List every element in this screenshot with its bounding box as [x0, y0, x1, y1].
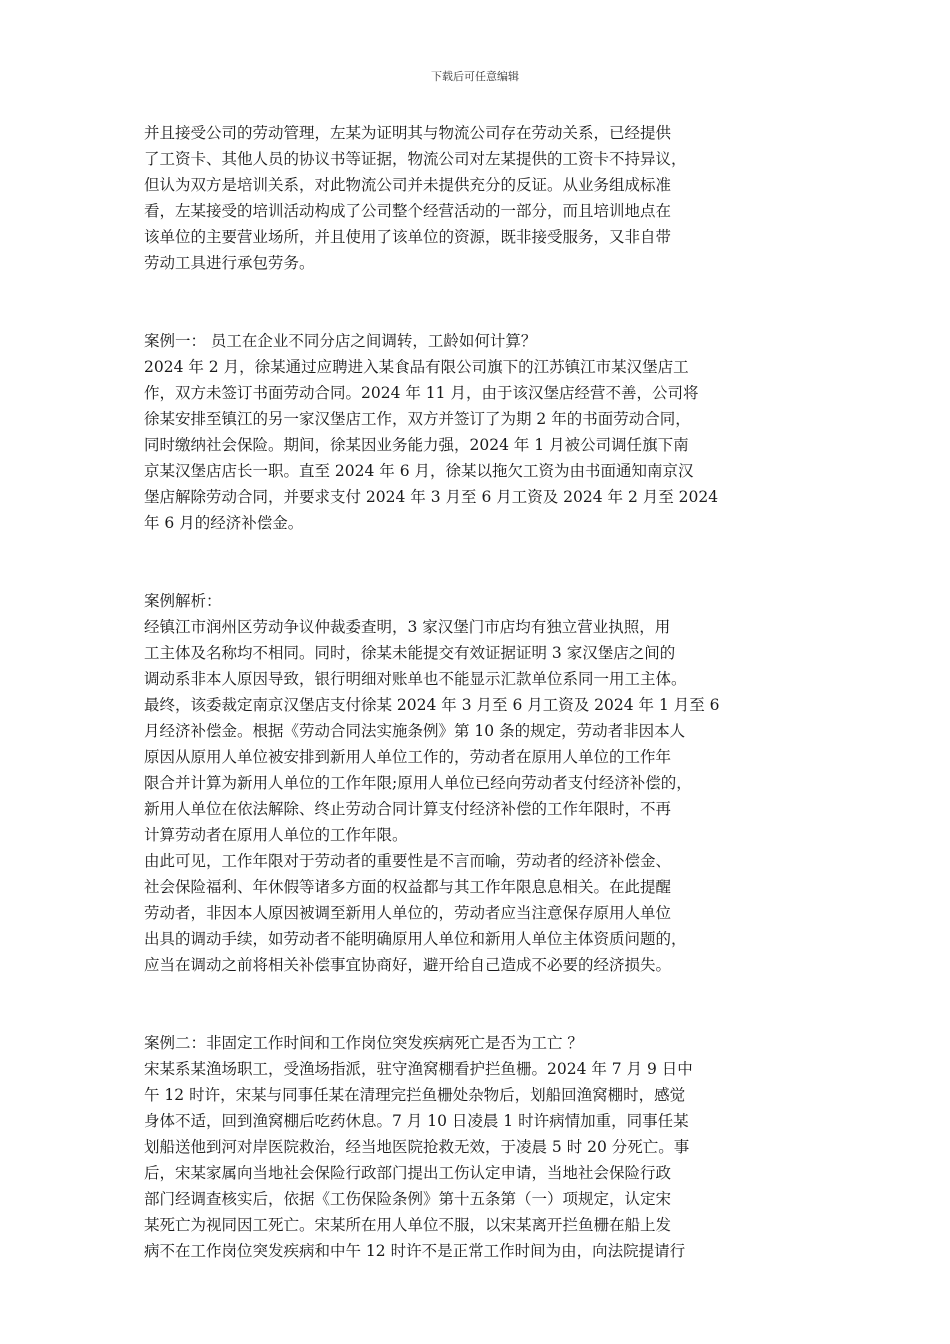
- paragraph-block-0: [144, 120, 816, 276]
- text-line: 调动系非本人原因导致，银行明细对账单也不能显示汇款单位系同一用工主体。: [144, 670, 687, 688]
- text-line: 应当在调动之前将相关补偿事宜协商好，避开给自己造成不必要的经济损失。: [144, 956, 672, 974]
- block-gap: [144, 978, 816, 1030]
- text-line: 原因从原用人单位被安排到新用人单位工作的，劳动者在原用人单位的工作年: [144, 748, 672, 766]
- text-line: 劳动者，非因本人原因被调至新用人单位的，劳动者应当注意保存原用人单位: [144, 904, 672, 922]
- case-two-block: [144, 1030, 816, 1264]
- text-line: 徐某安排至镇江的另一家汉堡店工作，双方并签订了为期 2 年的书面劳动合同，: [144, 410, 691, 428]
- text-line: 经镇江市润州区劳动争议仲裁委查明，3 家汉堡门市店均有独立营业执照，用: [144, 618, 671, 636]
- text-line: 该单位的主要营业场所，并且使用了该单位的资源，既非接受服务，又非自带: [144, 228, 672, 246]
- text-line: 身体不适，回到渔窝棚后吃药休息。7 月 10 日凌晨 1 时许病情加重，同事任某: [144, 1112, 689, 1130]
- text-line: 新用人单位在依法解除、终止劳动合同计算支付经济补偿的工作年限时，不再: [144, 800, 672, 818]
- text-line: 部门经调查核实后，依据《工伤保险条例》第十五条第（一）项规定，认定宋: [144, 1190, 672, 1208]
- text-line: 堡店解除劳动合同，并要求支付 2024 年 3 月至 6 月工资及 2024 年 2 月至 2024: [144, 488, 719, 506]
- text-line: 宋某系某渔场职工，受渔场指派，驻守渔窝棚看护拦鱼栅。2024 年 7 月 9 日中: [144, 1060, 693, 1078]
- text-line: 病不在工作岗位突发疾病和中午 12 时许不是正常工作时间为由，向法院提请行: [144, 1242, 686, 1260]
- case-two-title: 案例二：非固定工作时间和工作岗位突发疾病死亡是否为工亡 ？: [144, 1034, 583, 1052]
- document-body: [144, 120, 816, 1264]
- text-line: 了工资卡、其他人员的协议书等证据，物流公司对左某提供的工资卡不持异议，: [144, 150, 687, 168]
- text-line: 某死亡为视同因工死亡。宋某所在用人单位不服，以宋某离开拦鱼栅在船上发: [144, 1216, 672, 1234]
- text-line: 工主体及名称均不相同。同时，徐某未能提交有效证据证明 3 家汉堡店之间的: [144, 644, 676, 662]
- text-line: 限合并计算为新用人单位的工作年限;原用人单位已经向劳动者支付经济补偿的，: [144, 774, 692, 792]
- case-analysis-title: 案例解析：: [144, 592, 222, 610]
- text-line: 社会保险福利、年休假等诸多方面的权益都与其工作年限息息相关。在此提醒: [144, 878, 672, 896]
- text-line: 并且接受公司的劳动管理，左某为证明其与物流公司存在劳动关系，已经提供: [144, 124, 672, 142]
- text-line: 划船送他到河对岸医院救治，经当地医院抢救无效，于凌晨 5 时 20 分死亡。事: [144, 1138, 690, 1156]
- text-line: 出具的调动手续，如劳动者不能明确原用人单位和新用人单位主体资质问题的，: [144, 930, 687, 948]
- block-gap: [144, 536, 816, 588]
- text-line: 劳动工具进行承包劳务。: [144, 254, 315, 272]
- case-one-block: [144, 328, 816, 536]
- text-line: 但认为双方是培训关系，对此物流公司并未提供充分的反证。从业务组成标准: [144, 176, 672, 194]
- page-header: 下载后可任意编辑: [431, 70, 519, 83]
- text-line: 月经济补偿金。根据《劳动合同法实施条例》第 10 条的规定，劳动者非因本人: [144, 722, 686, 740]
- text-line: 年 6 月的经济补偿金。: [144, 514, 304, 532]
- text-line: 看，左某接受的培训活动构成了公司整个经营活动的一部分，而且培训地点在: [144, 202, 672, 220]
- text-line: 计算劳动者在原用人单位的工作年限。: [144, 826, 408, 844]
- text-line: 2024 年 2 月，徐某通过应聘进入某食品有限公司旗下的江苏镇江市某汉堡店工: [144, 358, 689, 376]
- block-gap: [144, 276, 816, 328]
- text-line: 作，双方未签订书面劳动合同。2024 年 11 月，由于该汉堡店经营不善，公司将: [144, 384, 699, 402]
- text-line: 京某汉堡店店长一职。直至 2024 年 6 月，徐某以拖欠工资为由书面通知南京汉: [144, 462, 694, 480]
- text-line: 同时缴纳社会保险。期间，徐某因业务能力强，2024 年 1 月被公司调任旗下南: [144, 436, 689, 454]
- case-analysis-block: [144, 588, 816, 978]
- text-line: 午 12 时许，宋某与同事任某在清理完拦鱼栅处杂物后，划船回渔窝棚时，感觉: [144, 1086, 686, 1104]
- case-one-title: 案例一： 员工在企业不同分店之间调转，工龄如何计算？: [144, 332, 537, 350]
- text-line: 由此可见，工作年限对于劳动者的重要性是不言而喻，劳动者的经济补偿金、: [144, 852, 672, 870]
- text-line: 后，宋某家属向当地社会保险行政部门提出工伤认定申请，当地社会保险行政: [144, 1164, 672, 1182]
- text-line: 最终，该委裁定南京汉堡店支付徐某 2024 年 3 月至 6 月工资及 2024 年 1 月至 6: [144, 696, 720, 714]
